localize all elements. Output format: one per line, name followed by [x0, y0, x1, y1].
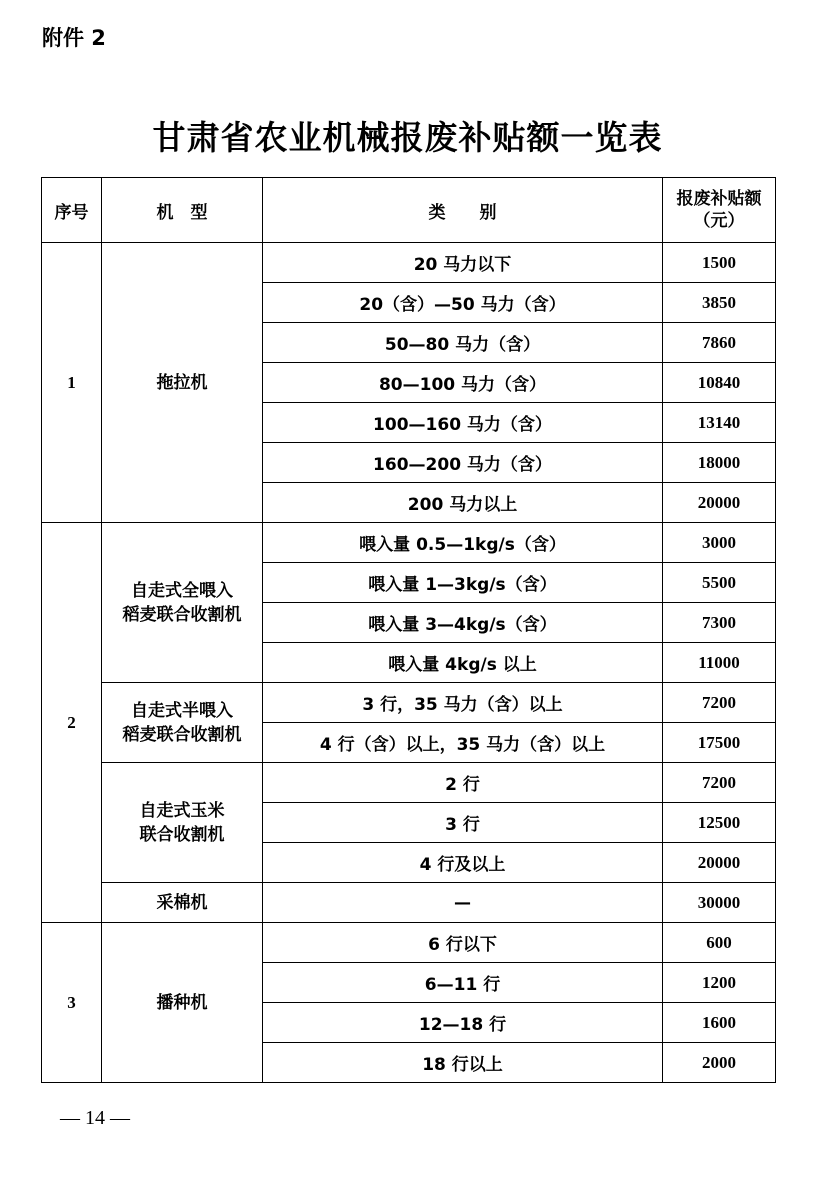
table-row [42, 763, 776, 803]
page-title: 甘肃省农业机械报废补贴额一览表 [152, 118, 663, 157]
category-cell: 6—11 行 [263, 963, 663, 1003]
amount-cell: 3850 [663, 283, 776, 323]
amount-cell: 1200 [663, 963, 776, 1003]
category-cell: 2 行 [263, 763, 663, 803]
machine-type-cell [102, 523, 263, 683]
category-cell: 12—18 行 [263, 1003, 663, 1043]
amount-cell: 7200 [663, 683, 776, 723]
amount-cell: 20000 [663, 843, 776, 883]
table-header-row [42, 178, 776, 243]
amount-cell: 7200 [663, 763, 776, 803]
amount-cell: 18000 [663, 443, 776, 483]
machine-type-line: 自走式半喂入 [131, 700, 233, 721]
category-cell: 喂入量 4kg/s 以上 [263, 643, 663, 683]
amount-cell: 2000 [663, 1043, 776, 1083]
category-cell: 50—80 马力（含） [263, 323, 663, 363]
table-row [42, 243, 776, 283]
category-cell: 4 行及以上 [263, 843, 663, 883]
amount-cell: 17500 [663, 723, 776, 763]
amount-cell: 600 [663, 923, 776, 963]
group-index: 1 [42, 243, 102, 523]
amount-cell: 1600 [663, 1003, 776, 1043]
amount-cell: 3000 [663, 523, 776, 563]
header-index: 序号 [42, 178, 102, 243]
category-cell: 6 行以下 [263, 923, 663, 963]
header-machine-type: 机 型 [102, 178, 263, 243]
category-cell: 3 行 [263, 803, 663, 843]
machine-type-line: 联合收割机 [139, 824, 225, 845]
amount-cell: 7300 [663, 603, 776, 643]
amount-cell: 7860 [663, 323, 776, 363]
category-cell: 160—200 马力（含） [263, 443, 663, 483]
category-cell: 100—160 马力（含） [263, 403, 663, 443]
amount-cell: 10840 [663, 363, 776, 403]
amount-cell: 5500 [663, 563, 776, 603]
amount-cell: 20000 [663, 483, 776, 523]
category-cell: 80—100 马力（含） [263, 363, 663, 403]
amount-cell: 12500 [663, 803, 776, 843]
header-category: 类 别 [263, 178, 663, 243]
amount-cell: 13140 [663, 403, 776, 443]
category-cell: 4 行（含）以上，35 马力（含）以上 [263, 723, 663, 763]
category-cell: 3 行，35 马力（含）以上 [263, 683, 663, 723]
category-cell: — [263, 883, 663, 923]
category-cell: 18 行以上 [263, 1043, 663, 1083]
attachment-label: 附件 2 [42, 26, 106, 50]
category-cell: 喂入量 3—4kg/s（含） [263, 603, 663, 643]
amount-cell: 11000 [663, 643, 776, 683]
machine-type-cell [102, 683, 263, 763]
machine-type-line: 稻麦联合收割机 [122, 604, 242, 625]
group-index: 3 [42, 923, 102, 1083]
machine-type-cell: 拖拉机 [102, 243, 263, 523]
machine-type-line: 稻麦联合收割机 [122, 724, 242, 745]
page-number: — 14 — [60, 1107, 130, 1129]
subsidy-table [41, 177, 776, 1083]
category-cell: 20（含）—50 马力（含） [263, 283, 663, 323]
table-row [42, 683, 776, 723]
group-index: 2 [42, 523, 102, 923]
amount-cell: 1500 [663, 243, 776, 283]
amount-cell: 30000 [663, 883, 776, 923]
machine-type-cell: 播种机 [102, 923, 263, 1083]
machine-type-line: 自走式全喂入 [131, 580, 233, 601]
table-row [42, 883, 776, 923]
category-cell: 20 马力以下 [263, 243, 663, 283]
machine-type-cell: 采棉机 [102, 883, 263, 923]
table-row [42, 523, 776, 563]
header-amount-unit: （元） [693, 211, 745, 231]
category-cell: 喂入量 0.5—1kg/s（含） [263, 523, 663, 563]
category-cell: 喂入量 1—3kg/s（含） [263, 563, 663, 603]
header-amount [663, 178, 776, 243]
machine-type-cell [102, 763, 263, 883]
header-amount-label: 报废补贴额 [676, 189, 762, 209]
category-cell: 200 马力以上 [263, 483, 663, 523]
machine-type-line: 自走式玉米 [139, 800, 225, 821]
table-row [42, 923, 776, 963]
